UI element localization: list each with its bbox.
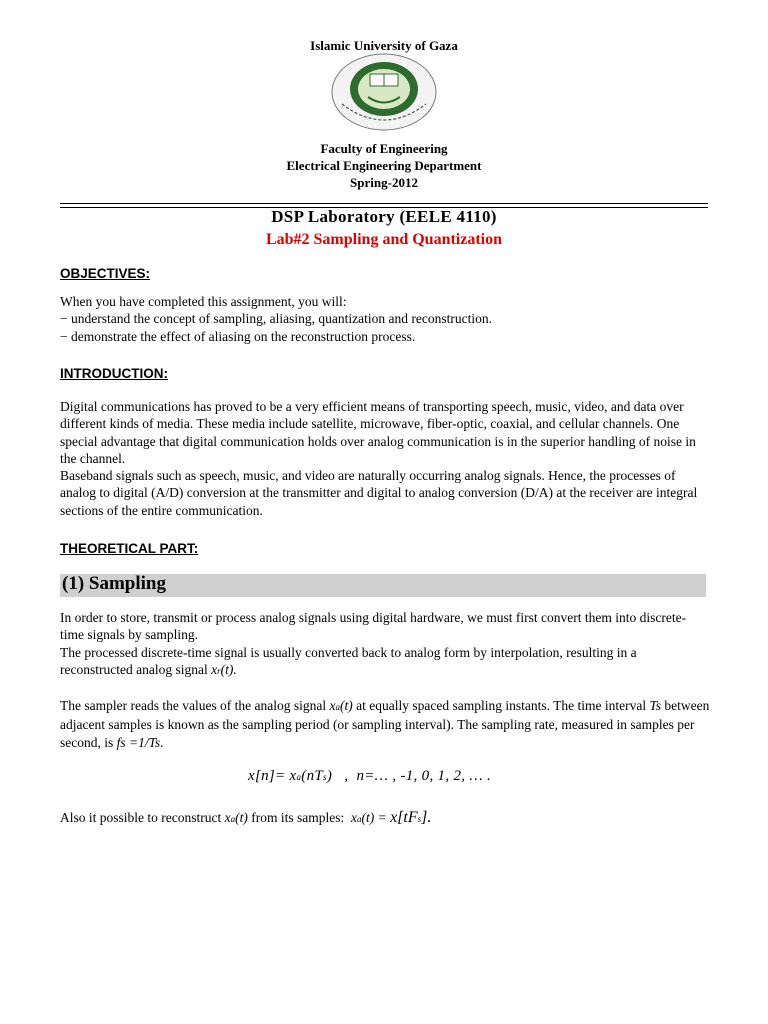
- objectives-list: [60, 293, 710, 345]
- text-run: between adjacent samples is known as the sampling period (or sampling interval). The sampling rate, measured in samples per second, is: [60, 698, 710, 750]
- text-run: from its samples:: [247, 810, 351, 825]
- math-symbol: Ts: [649, 698, 662, 713]
- math-subscript: a: [230, 814, 236, 824]
- math-symbol: x[tF: [390, 809, 418, 826]
- sampler-paragraph: [60, 697, 710, 751]
- eq-part: ): [326, 768, 333, 784]
- math-symbol: (t).: [220, 661, 237, 677]
- math-symbol: (t) =: [361, 810, 391, 825]
- sampling-text: [60, 609, 710, 680]
- objective-item: − understand the concept of sampling, aliasing, quantization and reconstruction.: [60, 311, 492, 327]
- text-run: The sampler reads the values of the analog signal: [60, 698, 330, 713]
- math-symbol: ].: [421, 809, 432, 826]
- course-title: DSP Laboratory (EELE 4110): [271, 207, 497, 226]
- university-seal-icon: [330, 52, 438, 132]
- sampler-text: [60, 697, 710, 751]
- eq-subscript: a: [296, 772, 302, 782]
- faculty-name: Faculty of Engineering: [320, 141, 448, 156]
- text-run: The processed discrete-time signal is usually converted back to analog form by interpolation, resulting in a reconstructed analog signal: [60, 644, 637, 677]
- eq-part: (nT: [301, 768, 324, 784]
- reconstruct-paragraph: [60, 809, 710, 828]
- objectives-heading: OBJECTIVES:: [60, 266, 151, 281]
- math-subscript: a: [356, 814, 362, 824]
- eq-subscript: s: [323, 772, 327, 782]
- introduction-text: [60, 398, 710, 519]
- section-title: (1) Sampling: [62, 573, 166, 594]
- sampling-equation: [248, 768, 491, 785]
- text-run: Also it possible to reconstruct: [60, 810, 225, 825]
- eq-part: x[n]= x: [248, 768, 297, 784]
- text-run: at equally spaced sampling instants. The time interval: [352, 698, 650, 713]
- math-subscript: a: [335, 702, 341, 712]
- math-subscript: s: [417, 814, 422, 824]
- faculty-block: [0, 140, 768, 191]
- math-symbol: (t): [340, 698, 353, 713]
- introduction-paragraph: Baseband signals such as speech, music, and video are naturally occurring analog signals. Hence, the processes of analog to digital (A/D) conversion at the transmitter and digital to analog conversion (D/A) at the receiver are integral sections of the entire communication.: [60, 468, 698, 518]
- objectives-intro: When you have completed this assignment, you will:: [60, 294, 347, 309]
- eq-part: , n=… , -1, 0, 1, 2, … .: [332, 768, 492, 784]
- math-symbol: x: [329, 698, 336, 713]
- text-run: .: [160, 734, 164, 750]
- department-name: Electrical Engineering Department: [286, 158, 482, 173]
- sampling-paragraph: [60, 644, 710, 681]
- reconstruct-text: [60, 809, 710, 828]
- semester: Spring-2012: [350, 175, 418, 190]
- math-symbol: x: [350, 810, 357, 825]
- header-rule: [60, 203, 708, 204]
- math-subscript: r: [217, 665, 221, 676]
- lab-title: Lab#2 Sampling and Quantization: [265, 231, 503, 248]
- theoretical-heading: THEORETICAL PART:: [60, 541, 199, 556]
- math-symbol: x: [211, 661, 218, 677]
- math-symbol: x: [224, 810, 231, 825]
- math-symbol: (t): [235, 810, 248, 825]
- university-name: Islamic University of Gaza: [310, 38, 458, 53]
- objective-item: − demonstrate the effect of aliasing on the reconstruction process.: [60, 328, 416, 344]
- math-symbol: fs =1/Ts: [116, 734, 161, 750]
- introduction-paragraph: Digital communications has proved to be a very efficient means of transporting speech, music, video, and data over different kinds of media. These media include satellite, microwave, fiber-optic, coaxial, and cellular channels. One special advantage that digital communication holds over analog communication is in the superior handling of noise in the channel.: [60, 399, 696, 466]
- sampling-paragraph: In order to store, transmit or process analog signals using digital hardware, we must first convert them into discrete-time signals by sampling.: [60, 610, 687, 643]
- introduction-heading: INTRODUCTION:: [60, 366, 168, 381]
